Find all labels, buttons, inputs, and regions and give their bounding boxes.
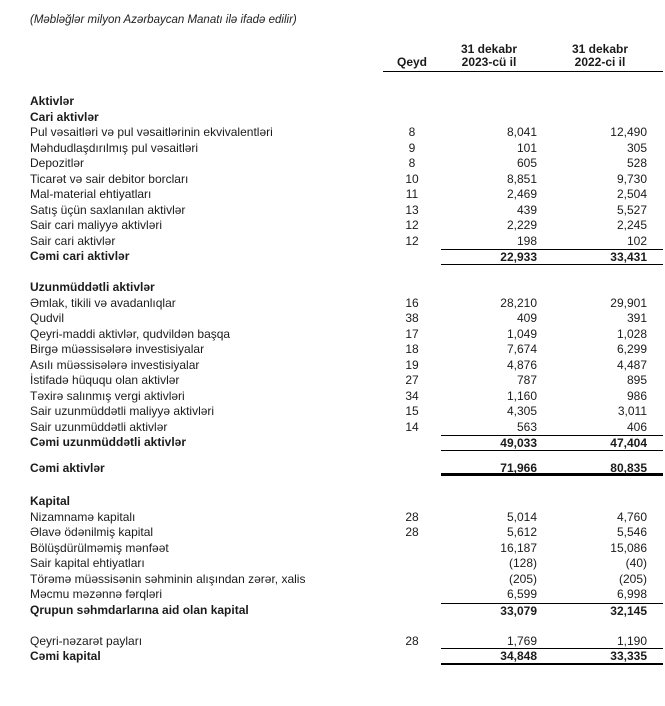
row-value-2023: 2,469 xyxy=(506,187,537,201)
row-label: Təxirə salınmış vergi aktivləri xyxy=(30,388,185,403)
row-values xyxy=(441,296,663,312)
row-value-2023 xyxy=(441,280,537,296)
row-note-ref xyxy=(383,572,441,588)
row-value-2022: 1,028 xyxy=(616,326,647,341)
item-row xyxy=(30,311,663,327)
row-value-2023: 22,933 xyxy=(500,250,537,264)
total-row xyxy=(30,435,663,451)
item-row xyxy=(30,358,663,374)
item-row xyxy=(30,404,663,420)
row-values xyxy=(441,218,663,234)
row-label: İstifadə hüququ olan aktivlər xyxy=(30,373,180,387)
row-value-2022: 102 xyxy=(626,233,647,248)
section-row xyxy=(30,94,663,110)
col-headers-values xyxy=(441,43,663,69)
total-row xyxy=(30,249,663,265)
row-value-2022: 47,404 xyxy=(610,436,647,450)
row-note-ref: 10 xyxy=(405,171,419,186)
row-values xyxy=(441,358,663,374)
row-value-2022 xyxy=(537,110,663,126)
row-value-2022: (205) xyxy=(618,571,647,586)
row-note-ref xyxy=(383,110,441,126)
table-body xyxy=(30,94,663,665)
item-row xyxy=(30,525,663,541)
row-note-ref xyxy=(383,649,441,665)
row-value-2023: 49,033 xyxy=(500,436,537,450)
row-value-2022: 986 xyxy=(626,388,647,403)
row-values xyxy=(441,342,663,358)
row-value-2023: 5,612 xyxy=(506,525,537,539)
item-row xyxy=(30,420,663,436)
row-value-2023: 198 xyxy=(516,233,537,248)
row-value-2022: 4,487 xyxy=(616,357,647,372)
row-values xyxy=(441,156,663,172)
row-label: Sair cari maliyyə aktivləri xyxy=(30,218,163,232)
item-row xyxy=(30,541,663,557)
row-value-2023: 563 xyxy=(516,419,537,434)
row-note-ref: 15 xyxy=(405,404,419,418)
row-note-ref: 28 xyxy=(405,633,419,648)
row-label: Sair kapital ehtiyatları xyxy=(30,556,145,570)
total-row xyxy=(30,603,663,619)
row-value-2022: 33,431 xyxy=(610,250,647,264)
row-label: Cəmi kapital xyxy=(30,649,101,663)
row-label: Əlavə ödənilmiş kapital xyxy=(30,525,154,539)
row-value-2022: 2,245 xyxy=(616,218,647,232)
item-row xyxy=(30,141,663,157)
row-values xyxy=(441,234,663,250)
row-value-2022: 12,490 xyxy=(610,125,647,139)
row-note-ref: 8 xyxy=(408,156,416,170)
row-label: Məhdudlaşdırılmış pul vəsaitləri xyxy=(30,140,199,155)
row-value-2022: 9,730 xyxy=(616,171,647,186)
col-header-2022-line2: 2022-ci il xyxy=(574,55,626,69)
row-value-2022 xyxy=(537,494,663,510)
row-label: Sair uzunmüddətli aktivlər xyxy=(30,419,168,434)
total-row xyxy=(30,649,663,665)
row-values xyxy=(441,373,663,389)
item-row xyxy=(30,234,663,250)
row-label: Asılı müəssisələrə investisiyalar xyxy=(30,357,200,372)
row-label: Məcmu məzənnə fərqləri xyxy=(30,587,163,601)
row-values xyxy=(441,435,663,451)
row-value-2023: 409 xyxy=(516,311,537,325)
item-row xyxy=(30,587,663,603)
row-value-2023: 8,851 xyxy=(506,171,537,186)
item-row xyxy=(30,572,663,588)
row-label: Satış üçün saxlanılan aktivlər xyxy=(30,202,186,217)
row-note-ref xyxy=(383,541,441,557)
row-spacer xyxy=(30,265,663,281)
row-value-2023: 5,014 xyxy=(506,509,537,524)
row-value-2023: 439 xyxy=(516,202,537,217)
row-values xyxy=(441,634,663,650)
col-header-2022 xyxy=(537,43,663,69)
row-spacer xyxy=(30,618,663,634)
item-row xyxy=(30,510,663,526)
row-spacer xyxy=(30,476,663,494)
row-value-2023: 2,229 xyxy=(506,218,537,232)
row-value-2023: (128) xyxy=(508,556,537,570)
row-value-2022: 391 xyxy=(626,311,647,325)
item-row xyxy=(30,342,663,358)
row-value-2023: 101 xyxy=(516,140,537,155)
row-label: Sair uzunmüddətli maliyyə aktivləri xyxy=(30,404,215,418)
row-value-2022: 4,760 xyxy=(616,509,647,524)
row-value-2022: 1,190 xyxy=(616,633,647,648)
row-label: Cəmi aktivlər xyxy=(30,460,105,475)
row-value-2022: 6,299 xyxy=(616,342,647,356)
row-label: Bölüşdürülməmiş mənfəət xyxy=(30,540,169,555)
row-label: Qeyri-nəzarət payları xyxy=(30,633,143,648)
row-value-2022: (40) xyxy=(625,556,647,570)
row-note-ref: 28 xyxy=(405,509,419,524)
row-value-2022: 33,335 xyxy=(610,649,647,663)
row-value-2022: 6,998 xyxy=(616,587,647,601)
row-note-ref xyxy=(383,280,441,296)
item-row xyxy=(30,634,663,650)
item-row xyxy=(30,373,663,389)
row-value-2023: 1,160 xyxy=(506,388,537,403)
row-spacer xyxy=(30,451,663,461)
row-note-ref: 12 xyxy=(405,218,419,232)
row-values xyxy=(441,280,663,296)
row-values xyxy=(441,420,663,436)
row-note-ref: 34 xyxy=(405,388,419,403)
row-value-2023: 16,187 xyxy=(500,540,537,555)
section-row xyxy=(30,110,663,126)
row-value-2023: 71,966 xyxy=(500,460,537,475)
currency-note: (Məbləğlər milyon Azərbaycan Manatı ilə ifadə edilir) xyxy=(30,14,297,26)
row-value-2023: 1,049 xyxy=(506,326,537,341)
row-value-2022: 528 xyxy=(626,156,647,170)
row-values xyxy=(441,389,663,405)
row-values xyxy=(441,541,663,557)
row-value-2023 xyxy=(441,94,537,110)
row-values xyxy=(441,404,663,420)
row-label: Cəmi cari aktivlər xyxy=(30,249,130,263)
row-note-ref: 19 xyxy=(405,357,419,372)
row-value-2023: 33,079 xyxy=(500,603,537,618)
row-note-ref xyxy=(383,94,441,110)
row-value-2023: 4,305 xyxy=(506,404,537,418)
row-values xyxy=(441,572,663,588)
col-header-2023-line1: 31 dekabr xyxy=(460,42,518,56)
row-value-2022: 15,086 xyxy=(610,540,647,555)
row-note-ref xyxy=(383,461,441,477)
row-value-2022 xyxy=(537,94,663,110)
row-note-ref xyxy=(383,603,441,619)
row-label: Qeyri-maddi aktivlər, qudvildən başqa xyxy=(30,326,231,341)
row-label: Pul vəsaitləri və pul vəsaitlərinin ekvivalentləri xyxy=(30,125,273,139)
item-row xyxy=(30,296,663,312)
row-label: Mal-material ehtiyatları xyxy=(30,187,152,201)
row-value-2023: 28,210 xyxy=(500,295,537,310)
col-header-qeyd: Qeyd xyxy=(396,55,427,69)
row-value-2022: 406 xyxy=(626,419,647,434)
row-label: Birgə müəssisələrə investisiyalar xyxy=(30,342,205,356)
row-label: Törəmə müəssisənin səhminin alışından zərər, xalis xyxy=(30,571,306,586)
row-label: Aktivlər xyxy=(30,94,75,108)
row-values xyxy=(441,461,663,477)
row-value-2022: 80,835 xyxy=(610,460,647,475)
row-label: Cəmi uzunmüddətli aktivlər xyxy=(30,435,187,449)
item-row xyxy=(30,156,663,172)
col-header-2023 xyxy=(441,43,537,69)
item-row xyxy=(30,172,663,188)
row-values xyxy=(441,94,663,110)
row-label: Uzunmüddətli aktivlər xyxy=(30,280,155,294)
item-row xyxy=(30,187,663,203)
row-values xyxy=(441,603,663,619)
table-header-columns xyxy=(383,43,663,72)
row-values xyxy=(441,172,663,188)
row-note-ref xyxy=(383,494,441,510)
row-value-2022: 29,901 xyxy=(610,295,647,310)
row-value-2023: (205) xyxy=(508,571,537,586)
row-note-ref xyxy=(383,249,441,265)
row-values xyxy=(441,187,663,203)
item-row xyxy=(30,218,663,234)
row-note-ref: 17 xyxy=(405,326,419,341)
row-note-ref: 11 xyxy=(405,187,419,201)
row-values xyxy=(441,494,663,510)
row-values xyxy=(441,649,663,665)
row-values xyxy=(441,556,663,572)
row-value-2022: 895 xyxy=(626,373,647,387)
row-value-2023 xyxy=(441,110,537,126)
col-header-2023-line2: 2023-cü il xyxy=(461,55,517,69)
item-row xyxy=(30,125,663,141)
row-label: Sair cari aktivlər xyxy=(30,233,116,248)
row-note-ref: 9 xyxy=(408,140,416,155)
row-values xyxy=(441,311,663,327)
row-value-2022: 305 xyxy=(626,140,647,155)
row-value-2022: 5,527 xyxy=(616,202,647,217)
row-label: Qudvil xyxy=(30,311,65,325)
row-value-2022: 5,546 xyxy=(616,525,647,539)
row-note-ref xyxy=(383,556,441,572)
row-value-2023: 6,599 xyxy=(506,587,537,601)
row-value-2023: 605 xyxy=(516,156,537,170)
row-label: Əmlak, tikili və avadanlıqlar xyxy=(30,295,176,310)
row-values xyxy=(441,525,663,541)
section-row xyxy=(30,280,663,296)
row-note-ref xyxy=(383,587,441,603)
row-label: Nizamnamə kapitalı xyxy=(30,509,136,524)
row-values xyxy=(441,141,663,157)
row-label: Kapital xyxy=(30,494,71,508)
section-row xyxy=(30,494,663,510)
row-value-2022: 3,011 xyxy=(617,404,647,418)
header-label-spacer xyxy=(30,43,383,72)
item-row xyxy=(30,203,663,219)
row-values xyxy=(441,125,663,141)
row-note-ref: 18 xyxy=(405,342,419,356)
item-row xyxy=(30,389,663,405)
row-value-2023: 7,674 xyxy=(506,342,537,356)
row-value-2023: 34,848 xyxy=(500,649,537,663)
item-row xyxy=(30,327,663,343)
row-note-ref: 28 xyxy=(405,525,419,539)
row-value-2023 xyxy=(441,494,537,510)
row-values xyxy=(441,587,663,603)
row-note-ref: 14 xyxy=(405,419,419,434)
row-values xyxy=(441,110,663,126)
row-label: Ticarət və sair debitor borcları xyxy=(30,171,189,186)
row-value-2023: 787 xyxy=(516,373,537,387)
total-row xyxy=(30,461,663,477)
row-note-ref: 8 xyxy=(408,125,416,139)
row-note-ref: 38 xyxy=(405,311,419,325)
row-note-ref: 27 xyxy=(405,373,419,387)
row-value-2022: 2,504 xyxy=(616,187,647,201)
row-values xyxy=(441,249,663,265)
row-values xyxy=(441,203,663,219)
row-values xyxy=(441,510,663,526)
table-header-row xyxy=(30,43,663,72)
row-label: Qrupun səhmdarlarına aid olan kapital xyxy=(30,602,249,617)
row-label: Depozitlər xyxy=(30,156,85,170)
row-note-ref: 16 xyxy=(405,295,419,310)
row-value-2022: 32,145 xyxy=(610,603,647,618)
row-note-ref: 13 xyxy=(405,202,419,217)
row-note-ref: 12 xyxy=(405,233,419,248)
row-value-2022 xyxy=(537,280,663,296)
row-label: Cari aktivlər xyxy=(30,109,99,124)
row-value-2023: 8,041 xyxy=(506,125,537,139)
row-values xyxy=(441,327,663,343)
row-note-ref xyxy=(383,435,441,451)
row-value-2023: 1,769 xyxy=(506,633,537,648)
row-value-2023: 4,876 xyxy=(506,357,537,372)
item-row xyxy=(30,556,663,572)
col-header-2022-line1: 31 dekabr xyxy=(571,42,629,56)
